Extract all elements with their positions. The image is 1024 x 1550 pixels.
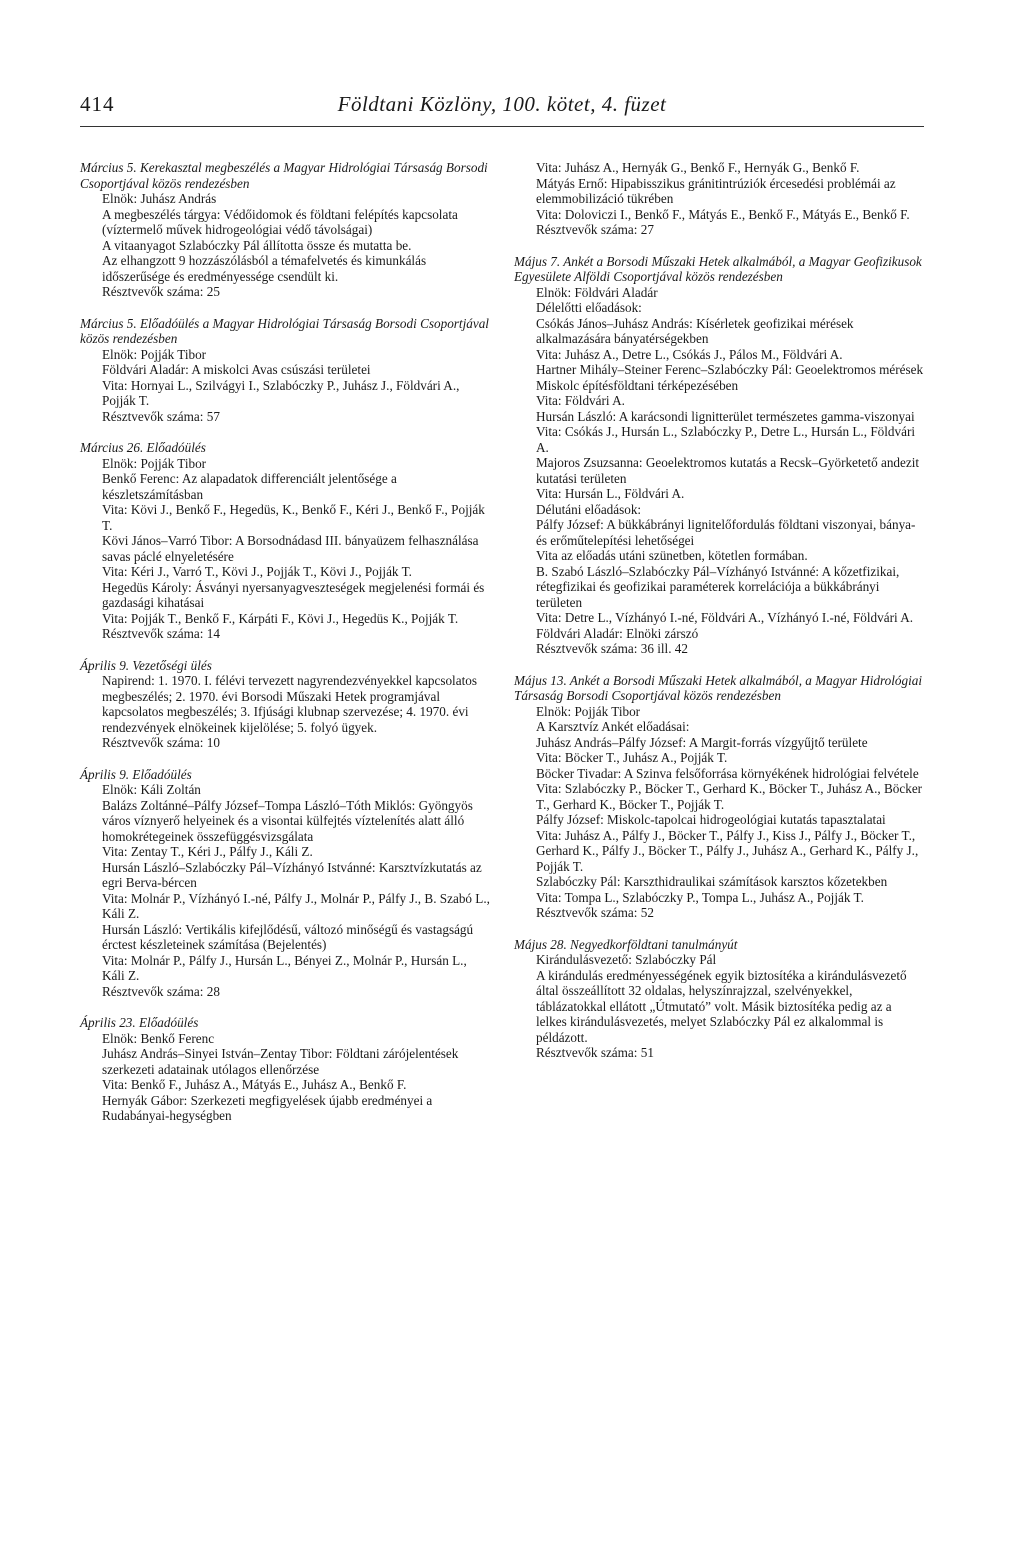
entry-line: Kirándulásvezető: Szlabóczky Pál xyxy=(536,952,717,967)
entry-line: Napirend: 1. 1970. I. félévi tervezett nagyrendezvényekkel kapcsolatos megbeszélés; 2. 1970. évi Borsodi Műszaki Hetek programjával kapcsolatos megbeszélés; 3. Ifjúsági klubnap szervezése; 4. 1970. évi rendezvények elnökeinek kijelölése; 5. folyó ügyek. xyxy=(102,673,477,735)
right-column xyxy=(514,160,924,1077)
entry-line: Vita: Molnár P., Vízhányó I.-né, Pálfy J., Molnár P., Pálfy J., B. Szabó L., Káli Z. xyxy=(102,890,490,921)
entry-heading: Március 5. Kerekasztal megbeszélés a Magyar Hidrológiai Társaság Borsodi Csoportjával közös rendezésben xyxy=(80,160,488,191)
entry-line: Vita: Hornyai L., Szilvágyi I., Szlabóczky P., Juhász J., Földvári A., Pojják T. xyxy=(102,377,460,408)
entry-line: Hursán László–Szlabóczky Pál–Vízhányó Istvánné: Karsztvízkutatás az egri Berva-bércen xyxy=(102,859,482,890)
entry-line: Hursán László: Vertikális kifejlődésű, változó minőségű és vastagságú érctest készleteinek számítása (Bejelentés) xyxy=(102,921,474,952)
entry-line: Földvári Aladár: A miskolci Avas csúszási területei xyxy=(102,362,371,377)
entry-line: Az elhangzott 9 hozzászólásból a témafelvetés és kimunkálás időszerűsége és eredményessége csendült ki. xyxy=(102,253,427,284)
entry-line: Elnök: Pojják Tibor xyxy=(102,346,207,362)
entry-line: Résztvevők száma: 10 xyxy=(102,735,220,750)
entry-line: Vita: Böcker T., Juhász A., Pojják T. xyxy=(536,750,728,765)
entry-heading: Május 28. Negyedkorföldtani tanulmányút xyxy=(514,936,738,952)
entry-line: Elnök: Pojják Tibor xyxy=(102,455,207,471)
meeting-entry xyxy=(514,160,924,238)
entry-line: Benkő Ferenc: Az alapadatok differenciált jelentősége a készletszámításban xyxy=(102,471,397,502)
entry-heading: Március 26. Előadóülés xyxy=(80,440,206,455)
entry-line: Résztvevők száma: 57 xyxy=(102,408,220,424)
entry-line: Résztvevők száma: 28 xyxy=(102,983,220,999)
entry-line: Vita: Csókás J., Hursán L., Szlabóczky P., Detre L., Hursán L., Földvári A. xyxy=(536,424,916,455)
entry-line: Résztvevők száma: 51 xyxy=(536,1045,654,1060)
entry-heading: Április 23. Előadóülés xyxy=(80,1015,199,1030)
entry-line: Vita: Pojják T., Benkő F., Kárpáti F., Kövi J., Hegedüs K., Pojják T. xyxy=(102,610,459,626)
entry-line: Böcker Tivadar: A Szinva felsőforrása környékének hidrológiai felvétele xyxy=(536,765,919,781)
entry-line: Vita az előadás utáni szünetben, kötetlen formában. xyxy=(536,548,808,563)
entry-line: Vita: Benkő F., Juhász A., Mátyás E., Juhász A., Benkő F. xyxy=(102,1077,407,1092)
entry-line: Juhász András–Sinyei István–Zentay Tibor: Földtani zárójelentések szerkezeti adatainak utólagos ellenőrzése xyxy=(102,1046,459,1077)
entry-line: Vita: Molnár P., Pálfy J., Hursán L., Bényei Z., Molnár P., Hursán L., Káli Z. xyxy=(102,952,467,983)
entry-line: Résztvevők száma: 36 ill. 42 xyxy=(536,641,688,656)
entry-line: A vitaanyagot Szlabóczky Pál állította össze és mutatta be. xyxy=(102,237,412,253)
running-header xyxy=(80,92,924,126)
entry-line: Hursán László: A karácsondi lignitterület természetes gamma-viszonyai xyxy=(536,408,915,424)
entry-line: Résztvevők száma: 25 xyxy=(102,284,220,299)
entry-line: Résztvevők száma: 27 xyxy=(536,222,654,237)
entry-line: Vita: Doloviczi I., Benkő F., Mátyás E., Benkő F., Mátyás E., Benkő F. xyxy=(536,206,910,222)
entry-line: Vita: Hursán L., Földvári A. xyxy=(536,486,685,501)
left-column xyxy=(80,160,490,1140)
entry-line: Vita: Zentay T., Kéri J., Pálfy J., Káli Z. xyxy=(102,844,313,859)
entry-line: Hegedüs Károly: Ásványi nyersanyagveszteségek megjelenési formái és gazdasági kihatásai xyxy=(102,579,485,610)
header-rule xyxy=(80,126,924,127)
entry-line: Elnök: Benkő Ferenc xyxy=(102,1030,215,1046)
page-number: 414 xyxy=(80,92,115,116)
entry-line: Résztvevők száma: 52 xyxy=(536,905,654,920)
meeting-entry xyxy=(514,937,924,1061)
entry-line: Majoros Zsuzsanna: Geoelektromos kutatás a Recsk–Györketető andezit kutatási területen xyxy=(536,455,920,486)
entry-line: Elnök: Pojják Tibor xyxy=(536,703,641,719)
entry-line: Vita: Juhász A., Pálfy J., Böcker T., Pálfy J., Kiss J., Pálfy J., Böcker T., Gerhard K., Pálfy J., Böcker T., Pálfy J., Juhász A., Gerhard K., Pálfy J., Pojják T. xyxy=(536,827,919,874)
meeting-entry xyxy=(80,160,490,300)
entry-line: Vita: Detre L., Vízhányó I.-né, Földvári A., Vízhányó I.-né, Földvári A. xyxy=(536,610,914,625)
entry-line: Vita: Kövi J., Benkő F., Hegedüs, K., Benkő F., Kéri J., Benkő F., Pojják T. xyxy=(102,502,485,533)
meeting-entry xyxy=(80,316,490,425)
meeting-entry xyxy=(80,767,490,1000)
entry-line: Mátyás Ernő: Hipabisszikus gránitintrúziók ércesedési problémái az elemmobilizáció tükrében xyxy=(536,175,896,206)
entry-heading: Április 9. Előadóülés xyxy=(80,766,192,782)
entry-line: Vita: Földvári A. xyxy=(536,393,625,408)
entry-line: Résztvevők száma: 14 xyxy=(102,626,220,641)
entry-line: Juhász András–Pálfy József: A Margit-forrás vízgyűjtő területe xyxy=(536,734,868,750)
entry-line: Délutáni előadások: xyxy=(536,501,642,517)
entry-line: Elnök: Juhász András xyxy=(102,191,217,206)
entry-line: Vita: Tompa L., Szlabóczky P., Tompa L., Juhász A., Pojják T. xyxy=(536,889,864,905)
entry-line: A Karsztvíz Ankét előadásai: xyxy=(536,719,690,734)
entry-line: Elnök: Káli Zoltán xyxy=(102,782,201,797)
entry-line: Kövi János–Varró Tibor: A Borsodnádasd III. bányaüzem felhasználása savas páclé elnyeletésére xyxy=(102,533,479,564)
entry-line: Szlabóczky Pál: Karszthidraulikai számítások karsztos kőzetekben xyxy=(536,874,888,889)
entry-line: Vita: Juhász A., Detre L., Csókás J., Pálos M., Földvári A. xyxy=(536,346,843,362)
meeting-entry xyxy=(80,1015,490,1124)
meeting-entry xyxy=(514,254,924,657)
entry-line: Vita: Szlabóczky P., Böcker T., Gerhard K., Böcker T., Juhász A., Böcker T., Gerhard K., Böcker T., Pojják T. xyxy=(536,781,923,812)
entry-line: Vita: Kéri J., Varró T., Kövi J., Pojják T., Kövi J., Pojják T. xyxy=(102,564,412,579)
entry-line: Vita: Juhász A., Hernyák G., Benkő F., Hernyák G., Benkő F. xyxy=(536,160,860,175)
entry-line: Elnök: Földvári Aladár xyxy=(536,284,658,300)
entry-line: Földvári Aladár: Elnöki zárszó xyxy=(536,625,699,641)
entry-heading: Április 9. Vezetőségi ülés xyxy=(80,657,212,673)
entry-line: A kirándulás eredményességének egyik biztosítéka a kirándulásvezető által összeállított 32 oldalas, helyszínrajzzal, szelvényekkel, táblázatokkal ellátott „Útmutató” volt. Másik biztosítéka pedig az a lelkes kirándulásvezetés, melyet Szlabóczky Pál ez alkalommal is példázott. xyxy=(536,967,907,1045)
journal-title: Földtani Közlöny, 100. kötet, 4. füzet xyxy=(337,92,667,116)
meeting-entry xyxy=(80,658,490,751)
entry-heading: Május 13. Ankét a Borsodi Műszaki Hetek alkalmából, a Magyar Hidrológiai Társaság Borsodi Csoportjával közös rendezésben xyxy=(514,672,923,703)
entry-line: Hartner Mihály–Steiner Ferenc–Szlabóczky Pál: Geoelektromos mérések Miskolc építésföldtani térképezésében xyxy=(536,362,924,393)
meeting-entry xyxy=(514,673,924,921)
entry-line: B. Szabó László–Szlabóczky Pál–Vízhányó Istvánné: A kőzetfizikai, rétegfizikai és geofizikai paraméterek korrelációja a bükkábrányi területen xyxy=(536,563,900,610)
entry-line: Pálfy József: A bükkábrányi lignitelőfordulás földtani viszonyai, bánya- és erőműtelepítési lehetőségei xyxy=(536,517,916,548)
meeting-entry xyxy=(80,440,490,642)
entry-line: Délelőtti előadások: xyxy=(536,300,642,315)
entry-heading: Március 5. Előadóülés a Magyar Hidrológiai Társaság Borsodi Csoportjával közös rendezésben xyxy=(80,315,489,346)
entry-line: A megbeszélés tárgya: Védőidomok és földtani felépítés kapcsolata (víztermelő művek hidrogeológiai védő távolságai) xyxy=(102,206,458,237)
entry-line: Csókás János–Juhász András: Kísérletek geofizikai mérések alkalmazására bányatérségekben xyxy=(536,315,854,346)
entry-heading: Május 7. Ankét a Borsodi Műszaki Hetek alkalmából, a Magyar Geofizikusok Egyesülete Alföldi Csoportjával közös rendezésben xyxy=(514,253,922,284)
entry-line: Balázs Zoltánné–Pálfy József–Tompa László–Tóth Miklós: Gyöngyös város víznyerő helyeinek és a visontai külfejtés víztelenítés alatt álló homokrétegeinek összefüggésvizsgálata xyxy=(102,797,473,844)
entry-line: Pálfy József: Miskolc-tapolcai hidrogeológiai kutatás tapasztalatai xyxy=(536,812,886,827)
entry-line: Hernyák Gábor: Szerkezeti megfigyelések újabb eredményei a Rudabányai-hegységben xyxy=(102,1092,433,1123)
